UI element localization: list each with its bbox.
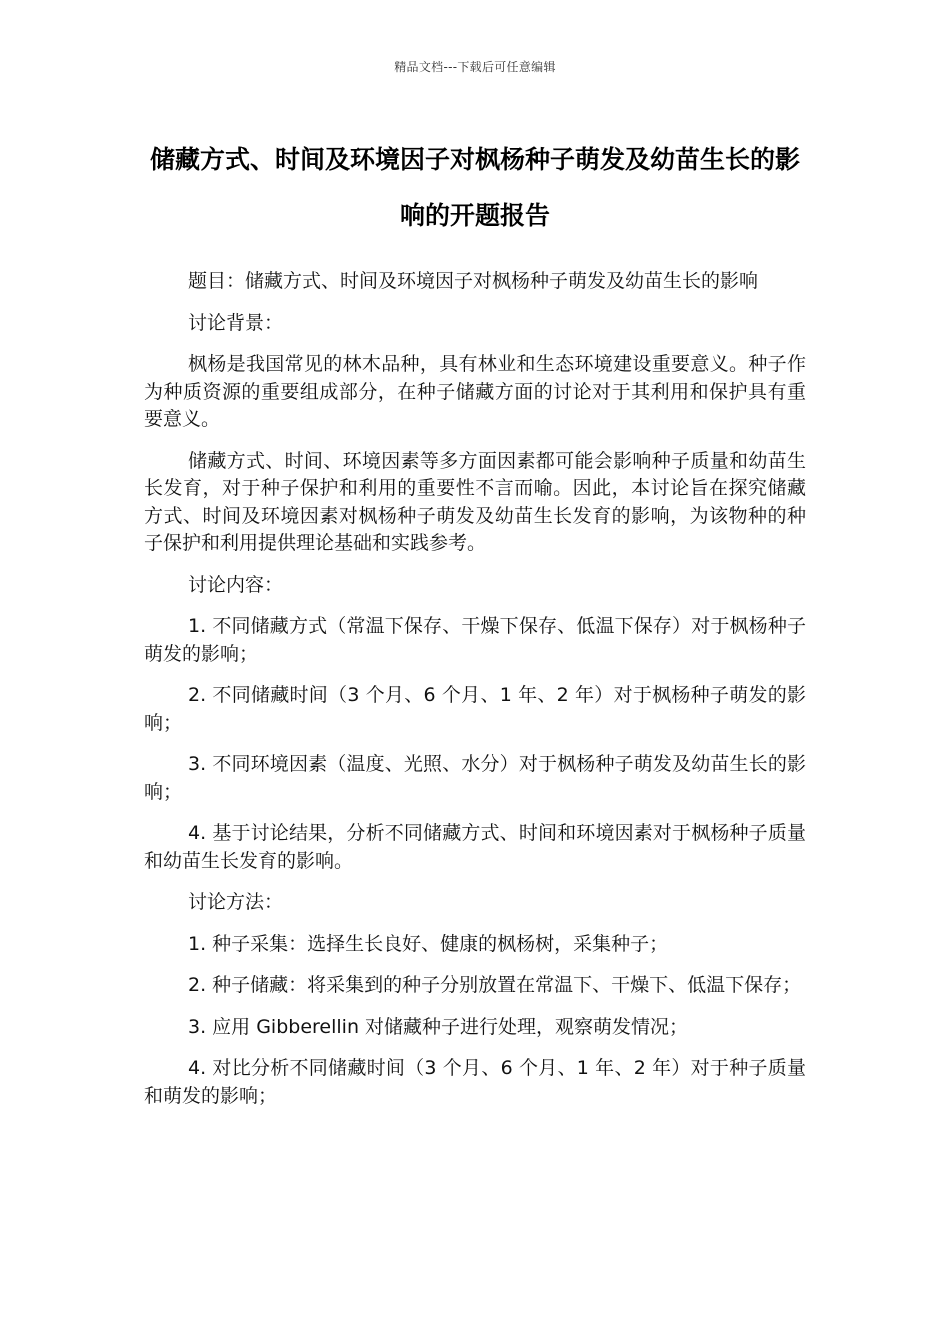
paragraph-background-2: 储藏方式、时间、环境因素等多方面因素都可能会影响种子质量和幼苗生长发育，对于种子保护和利用的重要性不言而喻。因此，本讨论旨在探究储藏方式、时间及环境因素对枫杨种子萌发及幼苗生长发育的影响，为该物种的种子保护和利用提供理论基础和实践参考。 (144, 449, 806, 554)
content-item-1: 1. 不同储藏方式（常温下保存、干燥下保存、低温下保存）对于枫杨种子萌发的影响； (144, 615, 806, 665)
method-item-1: 1. 种子采集：选择生长良好、健康的枫杨树，采集种子； (188, 932, 669, 955)
method-item-4: 4. 对比分析不同储藏时间（3 个月、6 个月、1 年、2 年）对于种子质量和萌发的影响； (144, 1057, 806, 1107)
content-item-2: 2. 不同储藏时间（3 个月、6 个月、1 年、2 年）对于枫杨种子萌发的影响； (144, 684, 806, 734)
document-body (144, 268, 806, 1124)
method-item-3: 3. 应用 Gibberellin 对储藏种子进行处理，观察萌发情况； (188, 1015, 689, 1038)
heading-content: 讨论内容： (188, 573, 284, 596)
content-item-4: 4. 基于讨论结果，分析不同储藏方式、时间和环境因素对于枫杨种子质量和幼苗生长发育的影响。 (144, 822, 806, 872)
heading-methods: 讨论方法： (188, 891, 284, 913)
paragraph-topic: 题目：储藏方式、时间及环境因子对枫杨种子萌发及幼苗生长的影响 (188, 270, 759, 292)
header-note: 精品文档---下载后可任意编辑 (394, 60, 556, 74)
heading-background: 讨论背景： (188, 311, 284, 334)
content-item-3: 3. 不同环境因素（温度、光照、水分）对于枫杨种子萌发及幼苗生长的影响； (144, 753, 806, 803)
paragraph-background-1: 枫杨是我国常见的林木品种，具有林业和生态环境建设重要意义。种子作为种质资源的重要组成部分，在种子储藏方面的讨论对于其利用和保护具有重要意义。 (144, 353, 806, 430)
document-title: 储藏方式、时间及环境因子对枫杨种子萌发及幼苗生长的影响的开题报告 (149, 145, 800, 230)
method-item-2: 2. 种子储藏：将采集到的种子分别放置在常温下、干燥下、低温下保存； (188, 974, 802, 996)
